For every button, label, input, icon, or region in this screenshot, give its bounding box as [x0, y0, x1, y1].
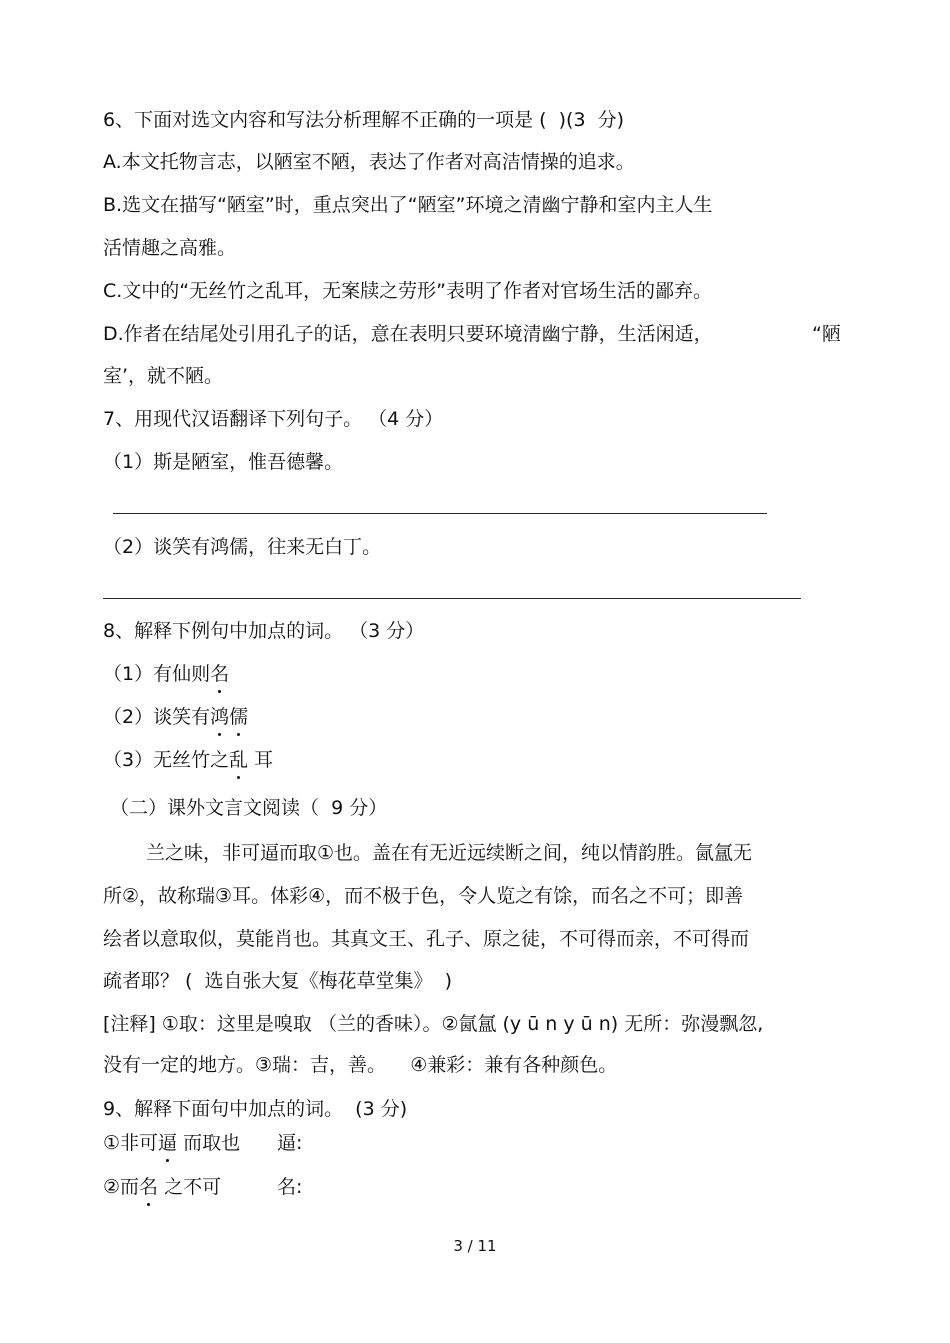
annotation-line-1: [注释] ①取：这里是嗅取 （兰的香味）。②氤氲 (y ū n y ū n) 无所：弥漫飘忽, [103, 1013, 764, 1035]
q9-item-2-label: 名: [277, 1176, 303, 1198]
q6-option-d-line1: D.作者在结尾处引用孔子的话，意在表明只要环境清幽宁静，生活闲适， [103, 323, 713, 345]
q9-item-1-label: 逼: [277, 1132, 303, 1154]
passage-line-2: 所②，故称瑞③耳。体彩④，而不极于色，令人览之有馀，而名之不可；即善 [103, 885, 744, 907]
passage-line-4: 疏者耶？ ( 选自张大复《梅花草堂集》 ) [103, 970, 453, 992]
answer-line-1 [113, 513, 767, 514]
q7-stem: 7、用现代汉语翻译下列句子。 （4 分） [103, 408, 444, 430]
q6-option-b-line1: B.选文在描写“陋室”时，重点突出了“陋室”环境之清幽宁静和室内主人生 [103, 194, 713, 216]
q9-item-1: ①非可逼 而取也 [103, 1132, 241, 1154]
dotted-word: 乱 [229, 749, 249, 771]
dotted-word: 儒 [229, 706, 249, 728]
q8-stem: 8、解释下例句中加点的词。 （3 分） [103, 620, 425, 642]
answer-line-2 [103, 598, 801, 599]
annotation-line-2: 没有一定的地方。③瑞：吉，善。 ④兼彩：兼有各种颜色。 [103, 1054, 618, 1076]
q6-stem: 6、下面对选文内容和写法分析理解不正确的一项是 ( )(3 分) [103, 109, 625, 131]
q9-stem: 9、解释下面句中加点的词。 (3 分) [103, 1098, 408, 1120]
section2-heading: （二）课外文言文阅读（ 9 分） [110, 797, 388, 819]
dotted-word: 鸿 [210, 706, 230, 728]
page-number: 3 / 11 [453, 1237, 497, 1255]
q8-item-1: （1）有仙则名 [103, 663, 230, 685]
q7-sentence-1: （1）斯是陋室，惟吾德馨。 [103, 451, 344, 473]
q9-item-2: ②而名 之不可 [103, 1176, 222, 1198]
dotted-word: 名 [139, 1176, 159, 1198]
passage-line-1: 兰之味，非可逼而取①也。盖在有无近远续断之间，纯以情韵胜。氤氲无 [146, 842, 753, 864]
q6-option-d-line1-end: “陋 [812, 323, 841, 345]
dotted-word: 名 [210, 663, 230, 685]
q6-option-a: A.本文托物言志，以陋室不陋，表达了作者对高洁情操的追求。 [103, 151, 635, 173]
q8-item-2: （2）谈笑有鸿儒 [103, 706, 249, 728]
q6-option-d-line2: 室’，就不陋。 [103, 365, 224, 387]
q7-sentence-2: （2）谈笑有鸿儒，往来无白丁。 [103, 536, 382, 558]
q8-item-3: （3）无丝竹之乱 耳 [103, 749, 274, 771]
q6-option-c: C.文中的“无丝竹之乱耳，无案牍之劳形”表明了作者对官场生活的鄙弃。 [103, 280, 712, 302]
dotted-word: 逼 [158, 1132, 178, 1154]
q6-option-b-line2: 活情趣之高雅。 [103, 237, 237, 259]
passage-line-3: 绘者以意取似，莫能肖也。其真文王、孔子、原之徒，不可得而亲，不可得而 [103, 928, 750, 950]
